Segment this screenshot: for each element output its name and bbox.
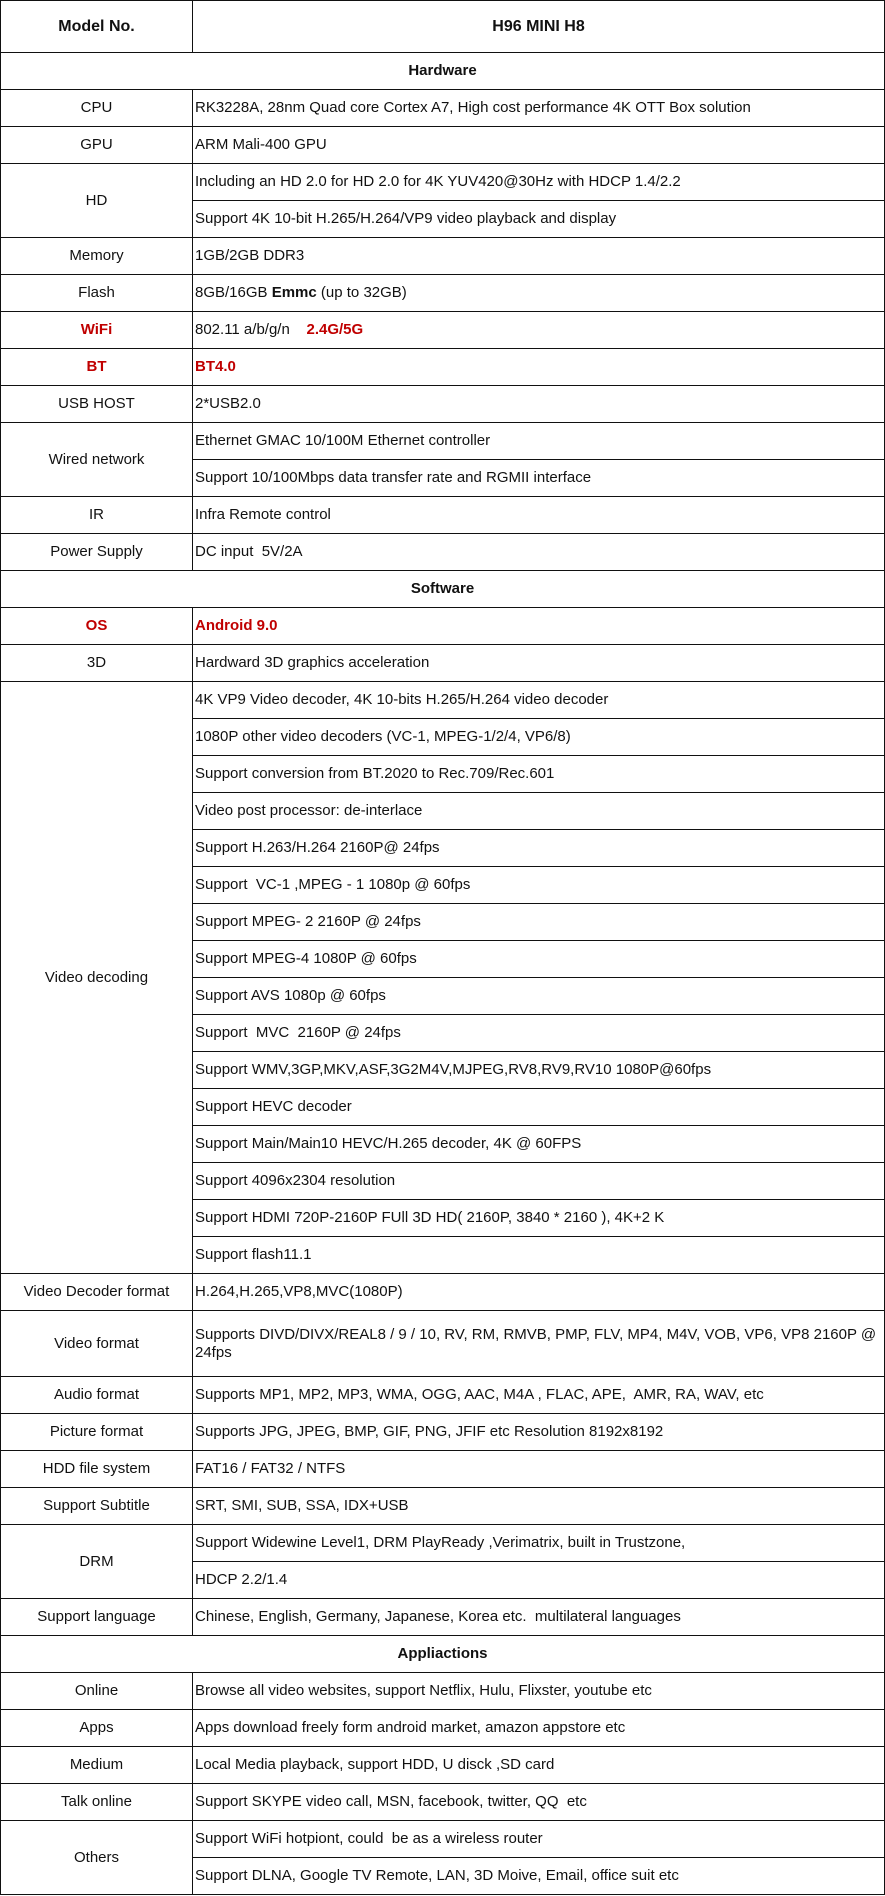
spec-value-text: Support HEVC decoder: [195, 1098, 352, 1115]
spec-row: [1, 645, 885, 682]
spec-label: WiFi: [1, 312, 193, 349]
spec-label: Others: [1, 1821, 193, 1895]
model-name: H96 MINI H8: [193, 1, 885, 53]
spec-value: [193, 423, 885, 460]
spec-value-text: Supports JPG, JPEG, BMP, GIF, PNG, JFIF etc Resolution 8192x8192: [195, 1423, 664, 1440]
spec-label: Support language: [1, 1599, 193, 1636]
spec-value: [193, 1163, 885, 1200]
spec-value: [193, 1377, 885, 1414]
spec-value-text: Support HDMI 720P-2160P FUll 3D HD( 2160P, 3840 * 2160 ), 4K+2 K: [195, 1209, 665, 1226]
spec-row: [1, 275, 885, 312]
section-heading: Appliactions: [1, 1636, 885, 1673]
spec-value: [193, 830, 885, 867]
spec-value-text: Local Media playback, support HDD, U disck ,SD card: [195, 1756, 555, 1773]
spec-label: Video decoding: [1, 682, 193, 1274]
spec-row: [1, 386, 885, 423]
spec-value: [193, 1858, 885, 1895]
spec-row: [1, 238, 885, 275]
spec-value: [193, 90, 885, 127]
spec-value-text: Support SKYPE video call, MSN, facebook, twitter, QQ etc: [195, 1793, 587, 1810]
spec-value: [193, 1488, 885, 1525]
spec-value: [193, 127, 885, 164]
spec-value: [193, 238, 885, 275]
spec-value: [193, 164, 885, 201]
spec-row: [1, 1488, 885, 1525]
spec-value: [193, 1599, 885, 1636]
spec-value-text: Including an HD 2.0 for HD 2.0 for 4K YUV420@30Hz with HDCP 1.4/2.2: [195, 173, 681, 190]
spec-value-text: 1GB/2GB DDR3: [195, 247, 305, 264]
spec-value: [193, 312, 885, 349]
spec-label: Apps: [1, 1710, 193, 1747]
spec-value-text: Support MVC 2160P @ 24fps: [195, 1024, 401, 1041]
spec-value: [193, 1200, 885, 1237]
spec-row: [1, 497, 885, 534]
spec-label: Video Decoder format: [1, 1274, 193, 1311]
spec-label: Power Supply: [1, 534, 193, 571]
spec-value-text: 802.11 a/b/g/n: [195, 321, 307, 338]
spec-label: BT: [1, 349, 193, 386]
spec-label: Flash: [1, 275, 193, 312]
spec-value-text: Support DLNA, Google TV Remote, LAN, 3D Moive, Email, office suit etc: [195, 1867, 679, 1884]
spec-row: [1, 608, 885, 645]
spec-label: GPU: [1, 127, 193, 164]
spec-value-text: Supports MP1, MP2, MP3, WMA, OGG, AAC, M4A , FLAC, APE, AMR, RA, WAV, etc: [195, 1386, 764, 1403]
spec-value: [193, 1052, 885, 1089]
spec-value-text: Emmc: [271, 284, 317, 301]
spec-label: HDD file system: [1, 1451, 193, 1488]
spec-value-text: Support MPEG-4 1080P @ 60fps: [195, 950, 417, 967]
spec-value: [193, 1237, 885, 1274]
spec-label: Support Subtitle: [1, 1488, 193, 1525]
spec-label: Talk online: [1, 1784, 193, 1821]
section-heading: Software: [1, 571, 885, 608]
spec-value-text: DC input 5V/2A: [195, 543, 303, 560]
spec-row: [1, 423, 885, 460]
spec-value-text: Support Main/Main10 HEVC/H.265 decoder, 4K @ 60FPS: [195, 1135, 582, 1152]
spec-row: [1, 1747, 885, 1784]
spec-label: 3D: [1, 645, 193, 682]
spec-value-text: Chinese, English, Germany, Japanese, Korea etc. multilateral languages: [195, 1608, 681, 1625]
spec-value-text: Support AVS 1080p @ 60fps: [195, 987, 386, 1004]
spec-label: Audio format: [1, 1377, 193, 1414]
spec-row: [1, 1274, 885, 1311]
spec-value-text: 8GB/16GB: [195, 284, 272, 301]
spec-value-text: Support flash11.1: [195, 1246, 312, 1263]
header-row: [1, 1, 885, 53]
spec-row: [1, 349, 885, 386]
spec-value: [193, 1525, 885, 1562]
spec-value-text: Support 4K 10-bit H.265/H.264/VP9 video playback and display: [195, 210, 617, 227]
section-row: [1, 1636, 885, 1673]
spec-value: [193, 1089, 885, 1126]
spec-label: CPU: [1, 90, 193, 127]
spec-value: [193, 497, 885, 534]
spec-value-text: Apps download freely form android market, amazon appstore etc: [195, 1719, 626, 1736]
spec-value: [193, 793, 885, 830]
spec-row: [1, 90, 885, 127]
spec-value-text: FAT16 / FAT32 / NTFS: [195, 1460, 346, 1477]
spec-value-text: 4K VP9 Video decoder, 4K 10-bits H.265/H.264 video decoder: [195, 691, 609, 708]
spec-label: Medium: [1, 1747, 193, 1784]
spec-value-text: Supports DIVD/DIVX/REAL8 / 9 / 10, RV, RM, RMVB, PMP, FLV, MP4, M4V, VOB, VP6, VP8 2160P @ 24fps: [195, 1325, 881, 1361]
spec-label: Picture format: [1, 1414, 193, 1451]
spec-value-text: SRT, SMI, SUB, SSA, IDX+USB: [195, 1497, 409, 1514]
spec-row: [1, 312, 885, 349]
spec-value: [193, 1311, 885, 1377]
spec-value: [193, 460, 885, 497]
spec-value-text: Browse all video websites, support Netflix, Hulu, Flixster, youtube etc: [195, 1682, 652, 1699]
spec-row: [1, 1821, 885, 1858]
spec-value-text: Support H.263/H.264 2160P@ 24fps: [195, 839, 440, 856]
spec-value: [193, 1274, 885, 1311]
spec-value: [193, 608, 885, 645]
spec-value: [193, 682, 885, 719]
spec-label: Online: [1, 1673, 193, 1710]
spec-value-text: (up to 32GB): [316, 284, 407, 301]
spec-value: [193, 534, 885, 571]
spec-row: [1, 164, 885, 201]
spec-label: Wired network: [1, 423, 193, 497]
spec-value: [193, 349, 885, 386]
spec-label: Memory: [1, 238, 193, 275]
spec-value-text: Video post processor: de-interlace: [195, 802, 423, 819]
spec-label: Video format: [1, 1311, 193, 1377]
spec-value: [193, 275, 885, 312]
section-row: [1, 53, 885, 90]
spec-row: [1, 127, 885, 164]
spec-value-text: Support conversion from BT.2020 to Rec.709/Rec.601: [195, 765, 555, 782]
spec-value-text: Support WMV,3GP,MKV,ASF,3G2M4V,MJPEG,RV8,RV9,RV10 1080P@60fps: [195, 1061, 712, 1078]
spec-value: [193, 1784, 885, 1821]
spec-value: [193, 719, 885, 756]
spec-row: [1, 1710, 885, 1747]
section-row: [1, 571, 885, 608]
spec-label: IR: [1, 497, 193, 534]
spec-row: [1, 534, 885, 571]
spec-row: [1, 1784, 885, 1821]
spec-label: DRM: [1, 1525, 193, 1599]
spec-value-text: BT4.0: [195, 358, 236, 375]
spec-value: [193, 1562, 885, 1599]
spec-value-text: 2*USB2.0: [195, 395, 261, 412]
spec-value-text: RK3228A, 28nm Quad core Cortex A7, High cost performance 4K OTT Box solution: [195, 99, 751, 116]
section-heading: Hardware: [1, 53, 885, 90]
spec-value: [193, 756, 885, 793]
spec-value-text: ARM Mali-400 GPU: [195, 136, 327, 153]
spec-value: [193, 1414, 885, 1451]
spec-value-text: 2.4G/5G: [306, 321, 364, 338]
spec-value: [193, 1821, 885, 1858]
spec-row: [1, 1525, 885, 1562]
spec-value-text: Support MPEG- 2 2160P @ 24fps: [195, 913, 421, 930]
spec-value: [193, 1451, 885, 1488]
spec-value-text: Support 4096x2304 resolution: [195, 1172, 396, 1189]
spec-label: HD: [1, 164, 193, 238]
spec-value: [193, 1015, 885, 1052]
spec-value: [193, 1710, 885, 1747]
spec-value: [193, 201, 885, 238]
spec-value: [193, 1747, 885, 1784]
spec-value-text: Android 9.0: [195, 617, 278, 634]
spec-row: [1, 1414, 885, 1451]
spec-value-text: Infra Remote control: [195, 506, 331, 523]
spec-value-text: Hardward 3D graphics acceleration: [195, 654, 430, 671]
spec-row: [1, 1599, 885, 1636]
spec-value-text: Ethernet GMAC 10/100M Ethernet controller: [195, 432, 491, 449]
spec-row: [1, 682, 885, 719]
spec-value: [193, 904, 885, 941]
spec-value-text: H.264,H.265,VP8,MVC(1080P): [195, 1283, 403, 1300]
spec-value: [193, 941, 885, 978]
spec-row: [1, 1451, 885, 1488]
spec-value: [193, 1126, 885, 1163]
spec-value: [193, 867, 885, 904]
spec-value: [193, 1673, 885, 1710]
spec-row: [1, 1311, 885, 1377]
spec-value: [193, 645, 885, 682]
spec-label: OS: [1, 608, 193, 645]
spec-value-text: Support VC-1 ,MPEG - 1 1080p @ 60fps: [195, 876, 471, 893]
spec-value-text: Support WiFi hotpiont, could be as a wireless router: [195, 1830, 543, 1847]
spec-label: USB HOST: [1, 386, 193, 423]
spec-value: [193, 386, 885, 423]
spec-value-text: Support 10/100Mbps data transfer rate and RGMII interface: [195, 469, 592, 486]
spec-value-text: HDCP 2.2/1.4: [195, 1571, 288, 1588]
spec-row: [1, 1377, 885, 1414]
spec-value-text: 1080P other video decoders (VC-1, MPEG-1/2/4, VP6/8): [195, 728, 571, 745]
spec-value: [193, 978, 885, 1015]
spec-row: [1, 1673, 885, 1710]
spec-value-text: Support Widewine Level1, DRM PlayReady ,Verimatrix, built in Trustzone,: [195, 1534, 686, 1551]
header-label: Model No.: [1, 1, 193, 53]
